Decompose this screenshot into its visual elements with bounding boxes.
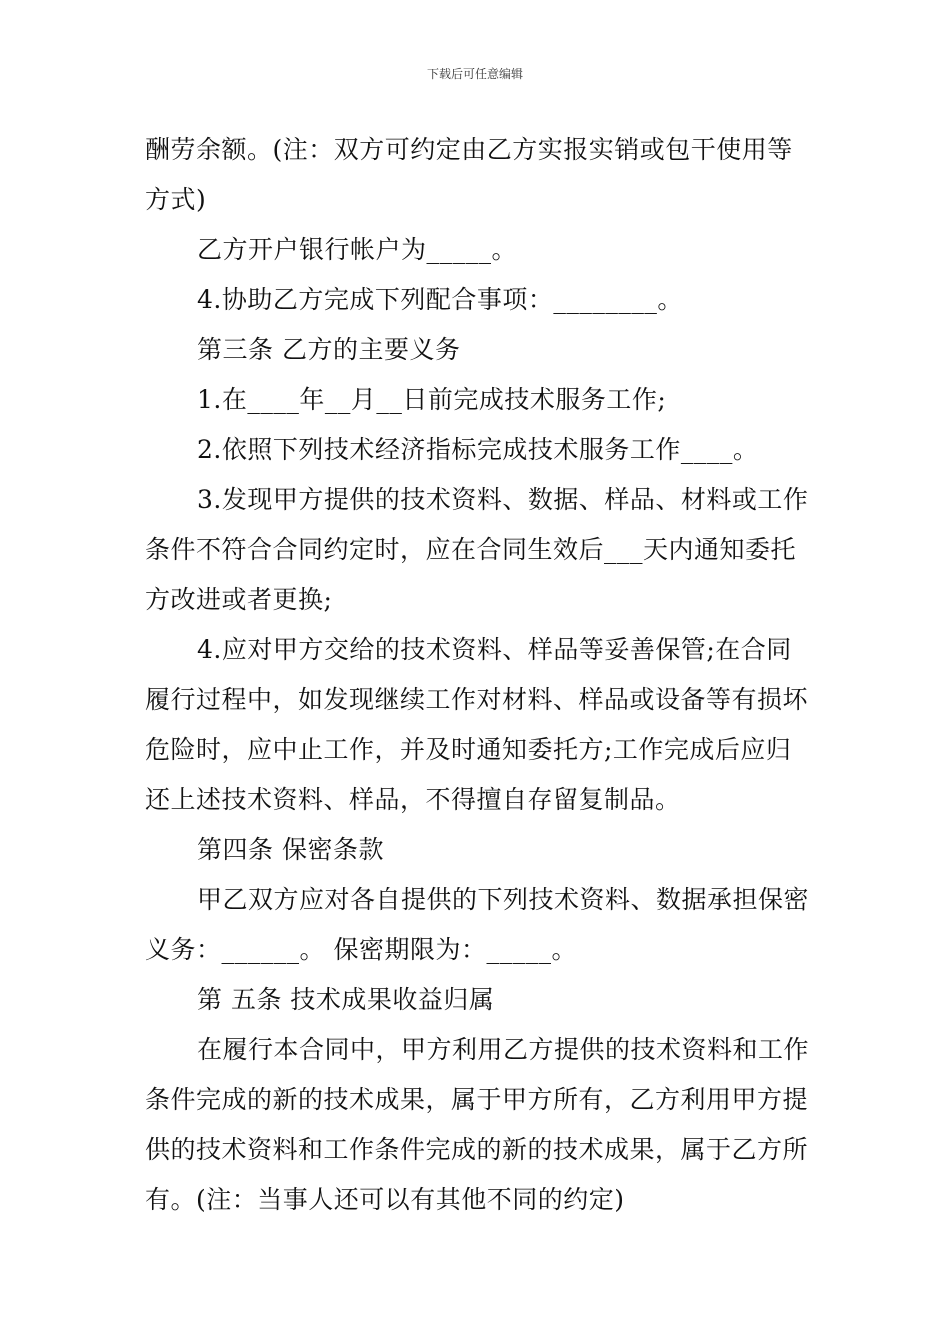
article-4-heading: 第四条 保密条款 bbox=[197, 835, 384, 864]
paragraph-nonconforming-materials: 3.发现甲方提供的技术资料、数据、样品、材料或工作条件不符合合同约定时，应在合同生效后___天内通知委托方改进或者更换; bbox=[145, 485, 809, 614]
paragraph-deadline: 1.在____年__月__日前完成技术服务工作; bbox=[197, 385, 667, 414]
paragraph-safekeeping: 4.应对甲方交给的技术资料、样品等妥善保管;在合同履行过程中，如发现继续工作对材料、样品或设备等有损坏危险时，应中止工作，并及时通知委托方;工作完成后应归还上述技术资料、样品，不得擅自存留复制品。 bbox=[145, 635, 809, 814]
paragraph-assist-matters: 4.协助乙方完成下列配合事项：________。 bbox=[197, 285, 683, 314]
paragraph-results-ownership: 在履行本合同中，甲方利用乙方提供的技术资料和工作条件完成的新的技术成果，属于甲方所有，乙方利用甲方提供的技术资料和工作条件完成的新的技术成果，属于乙方所有。(注：当事人还可以有其他不同的约定) bbox=[145, 1035, 810, 1214]
paragraph-confidentiality: 甲乙双方应对各自提供的下列技术资料、数据承担保密义务：______。 保密期限为：_____。 bbox=[145, 885, 810, 964]
document-body bbox=[145, 125, 810, 1225]
article-5-heading: 第 五条 技术成果收益归属 bbox=[197, 985, 495, 1014]
article-3-heading: 第三条 乙方的主要义务 bbox=[197, 335, 461, 364]
paragraph-bank-account: 乙方开户银行帐户为_____。 bbox=[197, 235, 518, 264]
paragraph-technical-indicators: 2.依照下列技术经济指标完成技术服务工作____。 bbox=[197, 435, 759, 464]
paragraph-remuneration-balance: 酬劳余额。(注：双方可约定由乙方实报实销或包干使用等方式) bbox=[145, 135, 793, 214]
page-header: 下载后可任意编辑 bbox=[426, 67, 523, 81]
